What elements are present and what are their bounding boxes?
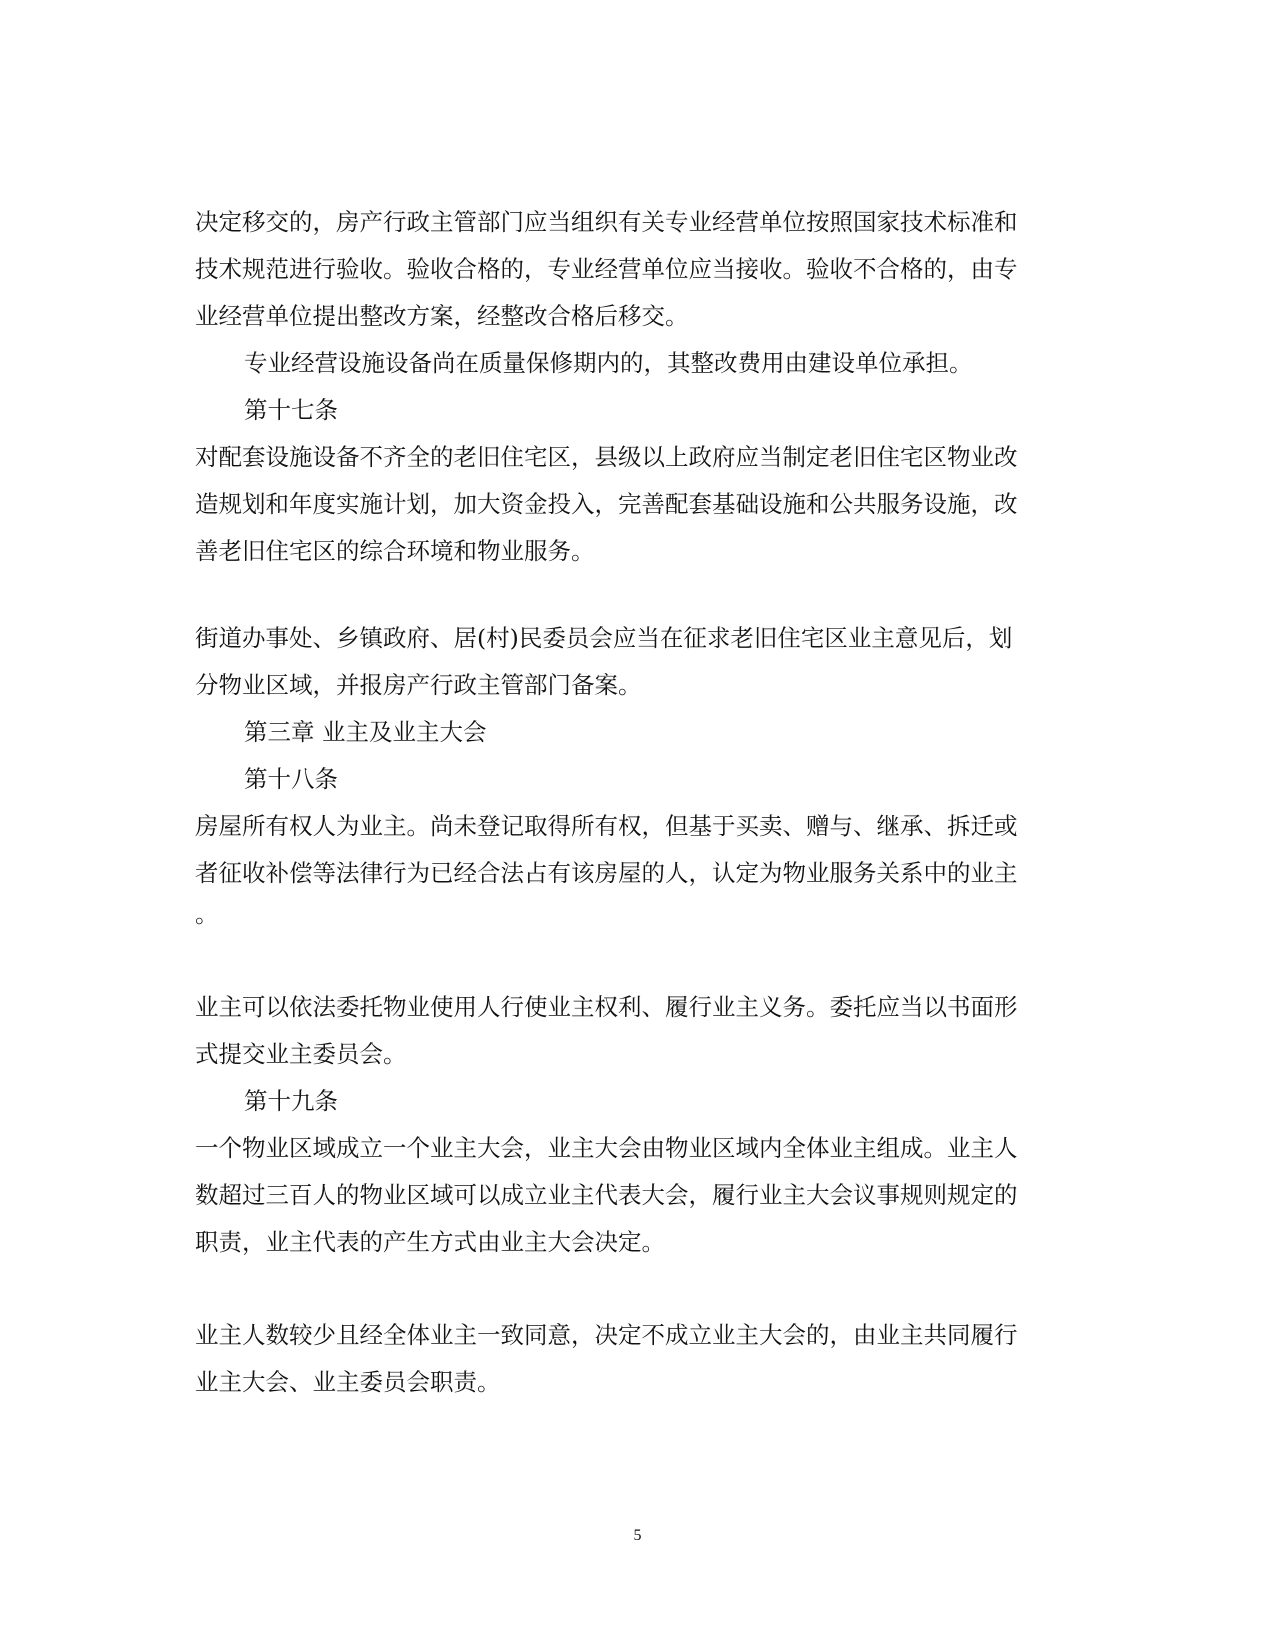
paragraph-line: 业主大会、业主委员会职责。	[195, 1368, 501, 1396]
chapter-heading: 第三章 业主及业主大会	[244, 718, 487, 746]
paragraph-line: 。	[195, 900, 219, 928]
paragraph-line: 式提交业主委员会。	[195, 1040, 407, 1068]
paragraph-line: 对配套设施设备不齐全的老旧住宅区，县级以上政府应当制定老旧住宅区物业改	[195, 443, 1018, 471]
paragraph-line: 者征收补偿等法律行为已经合法占有该房屋的人，认定为物业服务关系中的业主	[195, 859, 1018, 887]
paragraph-line: 数超过三百人的物业区域可以成立业主代表大会，履行业主大会议事规则规定的	[195, 1181, 1018, 1209]
article-heading: 第十八条	[244, 765, 338, 793]
article-heading: 第十七条	[244, 396, 338, 424]
paragraph-line: 造规划和年度实施计划，加大资金投入，完善配套基础设施和公共服务设施，改	[195, 490, 1018, 518]
paragraph-line: 业主可以依法委托物业使用人行使业主权利、履行业主义务。委托应当以书面形	[195, 993, 1018, 1021]
paragraph-line: 分物业区域，并报房产行政主管部门备案。	[195, 671, 642, 699]
paragraph-line: 一个物业区域成立一个业主大会，业主大会由物业区域内全体业主组成。业主人	[195, 1134, 1018, 1162]
paragraph-line: 职责，业主代表的产生方式由业主大会决定。	[195, 1228, 665, 1256]
paragraph-line: 专业经营设施设备尚在质量保修期内的，其整改费用由建设单位承担。	[244, 349, 973, 377]
paragraph-line: 决定移交的，房产行政主管部门应当组织有关专业经营单位按照国家技术标准和	[195, 208, 1018, 236]
article-heading: 第十九条	[244, 1087, 338, 1115]
page-number: 5	[633, 1527, 642, 1544]
paragraph-line: 业经营单位提出整改方案，经整改合格后移交。	[195, 302, 689, 330]
paragraph-line: 街道办事处、乡镇政府、居(村)民委员会应当在征求老旧住宅区业主意见后，划	[195, 624, 1013, 652]
paragraph-line: 业主人数较少且经全体业主一致同意，决定不成立业主大会的，由业主共同履行	[195, 1321, 1018, 1349]
paragraph-line: 房屋所有权人为业主。尚未登记取得所有权，但基于买卖、赠与、继承、拆迁或	[195, 812, 1018, 840]
paragraph-line: 技术规范进行验收。验收合格的，专业经营单位应当接收。验收不合格的，由专	[195, 255, 1018, 283]
paragraph-line: 善老旧住宅区的综合环境和物业服务。	[195, 537, 595, 565]
